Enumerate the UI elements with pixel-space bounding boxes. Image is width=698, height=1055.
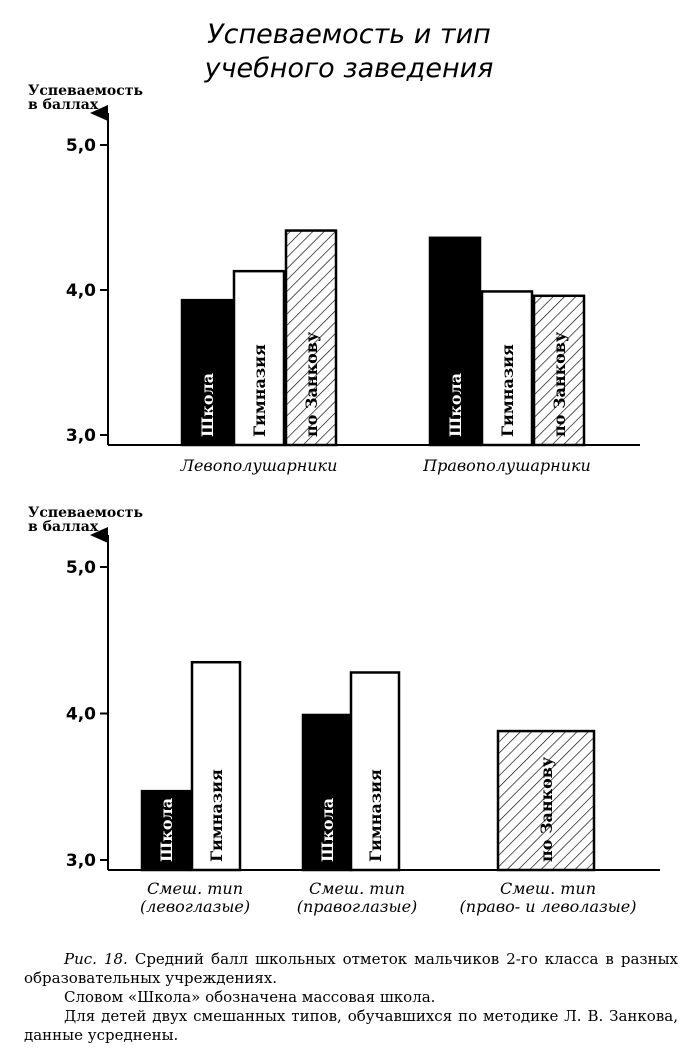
category-label-line2: (правоглазые) (296, 897, 418, 916)
y-tick-label: 5,0 (65, 136, 96, 156)
caption-text-3: Для детей двух смешанных типов, обучавшихся по методике Л. В. Занкова, данные усреднены. (24, 1007, 678, 1044)
bottom-bar-chart (0, 505, 698, 945)
category-label-line1: Смеш. тип (499, 879, 597, 898)
chart-title (0, 18, 698, 86)
caption-text-1: Средний балл школьных отметок мальчиков 2-го класса в разных образовательных учреждениях. (24, 950, 678, 987)
category-label-line1: Смеш. тип (308, 879, 406, 898)
y-axis-label-line1: Успеваемость (28, 83, 143, 99)
y-tick-label: 3,0 (65, 426, 96, 446)
bar-label: по Занкову (537, 756, 556, 862)
category-label-line1: Смеш. тип (146, 879, 244, 898)
y-axis-label-line2: в баллах (28, 519, 99, 535)
category-label: Левополушарники (180, 456, 338, 475)
y-axis-label-line2: в баллах (28, 97, 99, 113)
chart-title-line1: Успеваемость и тип (207, 19, 491, 50)
y-tick-label: 5,0 (65, 558, 96, 578)
bar-label: по Занкову (550, 331, 569, 437)
bar-label: Гимназия (250, 344, 269, 437)
bar-label: Школа (318, 797, 337, 862)
chart-title-line2: учебного заведения (204, 53, 494, 84)
bar-label: Гимназия (207, 769, 226, 862)
top-bar-chart (0, 80, 698, 500)
bar-label: по Занкову (302, 331, 321, 437)
y-tick-label: 3,0 (65, 851, 96, 871)
y-tick-label: 4,0 (65, 281, 96, 301)
bar-label: Школа (446, 372, 465, 437)
caption-text-2: Словом «Школа» обозначена массовая школа. (64, 988, 436, 1006)
category-label: Правополушарники (423, 456, 591, 475)
category-label-line2: (право- и леволазые) (459, 897, 637, 916)
bar-label: Гимназия (366, 769, 385, 862)
caption-figure-label: Рис. 18. (64, 950, 128, 968)
figure-caption (24, 950, 678, 1045)
bar-label: Школа (198, 372, 217, 437)
bar-label: Гимназия (498, 344, 517, 437)
bar-label: Школа (157, 797, 176, 862)
y-tick-label: 4,0 (65, 704, 96, 725)
category-label-line2: (левоглазые) (139, 897, 251, 916)
y-axis-label-line1: Успеваемость (28, 505, 143, 521)
